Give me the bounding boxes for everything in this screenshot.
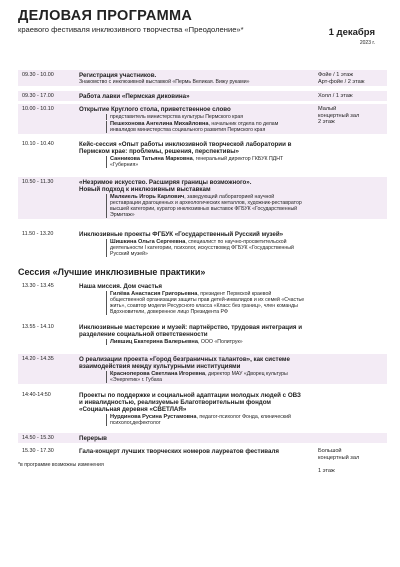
schedule-row bbox=[18, 229, 387, 258]
row-time: 10.00 - 10.10 bbox=[22, 106, 54, 112]
speaker-name: Пешехонова Ангелина Михайловна bbox=[110, 120, 209, 127]
speaker bbox=[106, 291, 305, 315]
speaker-name: Малкиель Игорь Карлович bbox=[110, 193, 185, 200]
speaker-info: , директор МАУ «Дворец культуры «Энергетик» г. Губаха bbox=[110, 370, 288, 383]
speaker-info: , специалист по научно-просветительской деятельности I категории, психолог, искусствовед ФГБУК «Государственный Русский музей» bbox=[110, 238, 294, 257]
event-subtitle: Новый подход к инклюзивным выставкам bbox=[79, 185, 211, 193]
header bbox=[18, 8, 387, 70]
schedule-part-1 bbox=[18, 70, 387, 258]
venue-line: концертный зал bbox=[318, 112, 360, 119]
page-subtitle: краевого фестиваля инклюзивного творчества «Преодоление»* bbox=[18, 25, 244, 34]
row-body bbox=[79, 177, 305, 219]
row-body bbox=[79, 354, 305, 384]
row-time: 11.50 - 13.20 bbox=[22, 231, 54, 237]
event-year: 2023 г. bbox=[359, 40, 375, 46]
speaker-info: представитель министерства культуры Пермского края bbox=[110, 113, 244, 120]
venue-line: Малый bbox=[318, 106, 337, 112]
speaker-info: , начальник отдела по делам инвалидов министерства социального развития Пермского края bbox=[110, 120, 279, 133]
schedule-row bbox=[18, 70, 387, 86]
row-time: 14.20 - 14.35 bbox=[22, 356, 54, 362]
row-time: 13.30 - 13.45 bbox=[22, 283, 54, 289]
speaker bbox=[106, 414, 305, 426]
page-title: ДЕЛОВАЯ ПРОГРАММА bbox=[18, 8, 193, 24]
venue-line: 1 этаж bbox=[318, 467, 335, 474]
event-title: О реализации проекта «Город безграничных талантов», как системе взаимодействия между культурными институциями bbox=[79, 355, 290, 370]
row-time: 15.30 - 17.30 bbox=[22, 448, 54, 454]
schedule-row bbox=[18, 354, 387, 384]
schedule-row bbox=[18, 281, 387, 316]
event-note: Знакомство с инклюзивной выставкой «Пермь Великая. Вижу руками» bbox=[79, 78, 250, 85]
venue-line: 2 этаж bbox=[318, 119, 335, 125]
event-title: Проекты по поддержке и социальной адаптации молодых людей с ОВЗ и инвалидностью, реализуемые Благотворительным фондом «Социальная деревня «СВЕТЛАЯ» bbox=[79, 391, 301, 413]
venue-line: концертный зал bbox=[318, 454, 360, 461]
event-date: 1 декабря bbox=[328, 27, 375, 38]
schedule-row bbox=[18, 390, 387, 427]
speaker bbox=[106, 194, 305, 218]
schedule-row bbox=[18, 91, 387, 101]
speaker-name: Красноперова Светлана Игоревна bbox=[110, 370, 206, 377]
row-body bbox=[79, 281, 305, 316]
event-title: Перерыв bbox=[79, 434, 107, 442]
row-venue bbox=[318, 106, 388, 126]
row-time: 10.10 - 10.40 bbox=[22, 141, 54, 147]
section-title: Сессия «Лучшие инклюзивные практики» bbox=[18, 267, 206, 277]
event-title: Инклюзивные проекты ФГБУК «Государственный Русский музей» bbox=[79, 230, 284, 238]
speaker bbox=[106, 239, 305, 257]
speaker-name: Лившиц Екатерина Валерьевна bbox=[110, 338, 198, 345]
speaker-info: , педагог-психолог Фонда, клинический психолог,дефектолог bbox=[110, 413, 291, 426]
speaker bbox=[106, 339, 305, 345]
row-time: 14:40-14:50 bbox=[22, 392, 51, 398]
row-body bbox=[79, 70, 305, 86]
row-time: 13.55 - 14.10 bbox=[22, 324, 54, 330]
event-title: Кейс-сессия «Опыт работы инклюзивной творческой лаборатории в Пермском крае: проблемы, решения, перспективы» bbox=[79, 140, 292, 155]
speaker-info: , заведующий лабораторией научной реставрации драгоценных и археологических металлов, художник-реставратор высшей категории, куратор инклюзивных выставок ФГБУК «Государственный Эрмитаж» bbox=[110, 193, 302, 218]
row-time: 14.50 - 15.30 bbox=[22, 435, 54, 441]
speaker bbox=[106, 114, 305, 120]
row-body bbox=[79, 390, 305, 427]
speaker bbox=[106, 371, 305, 383]
event-title: Регистрация участников. bbox=[79, 71, 157, 79]
speaker-name: Гилёва Анастасия Григорьевна bbox=[110, 290, 198, 297]
row-body bbox=[79, 139, 305, 169]
row-time: 09.30 - 17.00 bbox=[22, 93, 54, 99]
speaker-name: Санникова Татьяна Марковна bbox=[110, 155, 193, 162]
schedule-row bbox=[18, 104, 387, 134]
event-title: Открытие Круглого стола, приветственное слово bbox=[79, 105, 231, 113]
speaker-info: , ООО «Политрук» bbox=[197, 338, 243, 345]
row-body bbox=[79, 433, 305, 443]
row-body bbox=[79, 322, 305, 346]
row-body bbox=[79, 446, 305, 456]
speaker bbox=[106, 156, 305, 168]
row-body bbox=[79, 91, 305, 101]
speaker-info: , президент Пермской краевой общественной организации защиты прав детей-инвалидов и их семей «Счастье жить», соавтор модели Ресурсного класса «Класс без границ», член команды Вдохновители, доверенное лицо Президента РФ bbox=[110, 290, 305, 315]
speaker bbox=[106, 121, 305, 133]
row-time: 09.30 - 10.00 bbox=[22, 72, 54, 78]
event-title: Инклюзивные мастерские и музей: партнёрство, трудовая интеграция и разделение социальной ответственности bbox=[79, 323, 303, 338]
row-time: 10.50 - 11.30 bbox=[22, 179, 54, 185]
row-venue bbox=[318, 93, 388, 100]
speaker-name: Шишкина Ольга Сергеевна bbox=[110, 238, 186, 245]
footnote: *в программе возможны изменения bbox=[18, 462, 104, 468]
venue-line: Арт-фойе / 2 этаж bbox=[318, 78, 365, 85]
schedule-row bbox=[18, 177, 387, 219]
row-venue bbox=[318, 448, 388, 474]
event-title: Наша миссия. Дом счастья bbox=[79, 282, 163, 290]
speaker-name: Нурдинова Русина Рустамовна bbox=[110, 413, 197, 420]
event-title: Гала-концерт лучших творческих номеров лауреатов фестиваля bbox=[79, 447, 279, 455]
row-body bbox=[79, 229, 305, 258]
row-venue bbox=[318, 72, 388, 85]
schedule-row bbox=[18, 433, 387, 443]
event-title: Работа лавки «Пермская диковина» bbox=[79, 92, 190, 100]
speaker-info: , генеральный директор ГКБУК ПДНТ «Губерния» bbox=[110, 155, 284, 168]
venue-line: Фойе / 1 этаж bbox=[318, 72, 354, 78]
schedule-row bbox=[18, 139, 387, 169]
venue-line: Холл / 1 этаж bbox=[318, 93, 353, 99]
row-body bbox=[79, 104, 305, 134]
venue-line: Большой bbox=[318, 448, 342, 454]
schedule-row bbox=[18, 322, 387, 346]
event-title: «Незримое искусство. Расширяя границы возможного». bbox=[79, 178, 252, 186]
